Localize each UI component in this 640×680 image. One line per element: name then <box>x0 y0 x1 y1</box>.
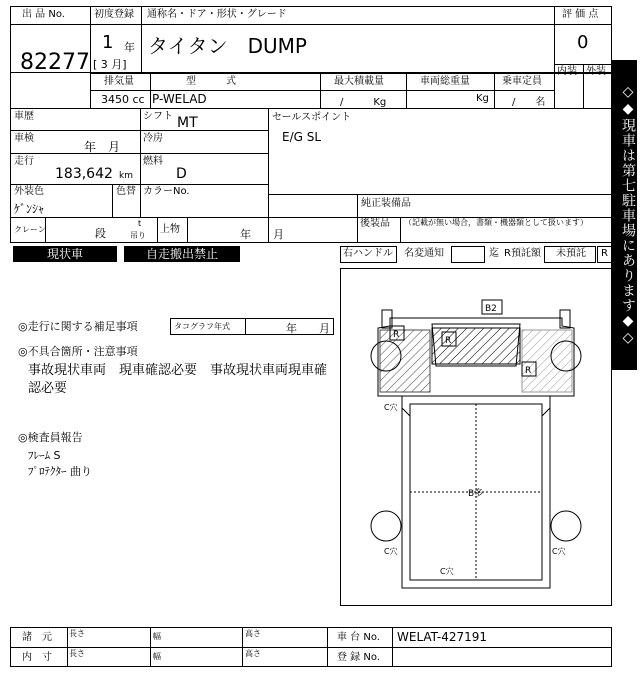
shift-label: シフト <box>143 111 173 122</box>
inspector-line-1: ﾌﾚｰﾑ S <box>28 449 61 462</box>
interior-score-label: 内装 <box>557 66 577 77</box>
specs-width-label: 幅 <box>153 632 161 641</box>
interior-length-label: 長さ <box>69 649 85 658</box>
upper-value: 年 月 <box>240 228 284 241</box>
rhd-label: 右ハンドル <box>343 248 393 259</box>
b-many-mark: B多 <box>468 489 484 499</box>
chassis-label: 車 台 No. <box>337 632 380 643</box>
specs-length-label: 長さ <box>69 629 85 638</box>
r-mark-left: R <box>393 330 400 340</box>
upper-label: 上物 <box>160 224 180 235</box>
c-hole-mark-rear-left: C穴 <box>384 547 398 556</box>
crane-label: クレーン <box>14 225 46 234</box>
mileage-value: 183,642 <box>55 166 113 182</box>
displacement-value: 3450 cc <box>101 93 145 106</box>
history-label: 車歴 <box>14 111 34 122</box>
defects-text: 事故現状車両 現車確認必要 事故現状車両現車確認必要 <box>28 363 328 396</box>
ext-color-label: 外装色 <box>14 186 44 197</box>
ext-color-value: ｹﾞﾝｼｬ <box>14 202 45 216</box>
name-change-box <box>451 246 485 263</box>
gross-weight-unit: Kg <box>476 93 489 104</box>
inspector-label: ◎検査員報告 <box>18 431 83 444</box>
driving-notes-label: ◎走行に関する補足事項 <box>18 320 138 333</box>
model-label: 型 式 <box>186 76 236 87</box>
lot-label: 出 品 No. <box>22 9 65 20</box>
crane-ton-top: t <box>138 219 142 228</box>
interior-height-label: 高さ <box>245 649 261 658</box>
crane-stage: 段 <box>95 227 106 240</box>
max-load-unit: / Kg <box>340 97 387 108</box>
r-mark-right: R <box>525 366 532 376</box>
aftermarket-note: （記載が無い場合，書類・機器類として扱います） <box>404 218 588 227</box>
r-mark-center: R <box>445 336 452 346</box>
first-reg-month: [ 3 月] <box>93 58 127 71</box>
inspector-line-2: ﾌﾟﾛﾃｸﾀｰ 曲り <box>28 465 92 478</box>
as-is-badge: 現状車 <box>13 246 117 262</box>
c-hole-mark-upper: C穴 <box>384 403 398 412</box>
inspection-label: 車検 <box>14 133 34 144</box>
shift-value: MT <box>177 115 198 131</box>
c-hole-mark-rear: C穴 <box>440 567 454 576</box>
r-deposit-label: R預託額 <box>504 248 541 259</box>
b2-mark: B2 <box>485 304 497 314</box>
name-label: 通称名・ドア・形状・グレード <box>147 9 287 20</box>
car-name: タイタン DUMP <box>148 34 307 58</box>
color-change-label: 色替 <box>116 186 136 197</box>
gross-weight-label: 車両総重量 <box>420 76 470 87</box>
first-reg-year: 1 <box>102 32 114 53</box>
parking-location-banner: ◇◆現車は第七駐車場にあります◆◇ <box>611 60 637 370</box>
lot-number: 82277 <box>20 50 90 75</box>
c-hole-mark-rear-right: C穴 <box>552 547 566 556</box>
fuel-value: D <box>176 166 187 182</box>
sales-point-label: セールスポイント <box>272 112 352 123</box>
r-unpaid-label: 未預託 <box>556 248 586 259</box>
capacity-unit: / 名 <box>512 97 546 108</box>
name-change-label: 名変通知 <box>404 248 444 259</box>
footer-interior-label: 内 寸 <box>22 652 52 663</box>
fuel-label: 燃料 <box>143 156 163 167</box>
chassis-value: WELAT-427191 <box>397 630 488 644</box>
model-value: P-WELAD <box>152 92 207 106</box>
max-load-label: 最大積載量 <box>334 76 384 87</box>
self-exit-banned-badge: 自走搬出禁止 <box>124 246 240 262</box>
registration-label: 登 録 No. <box>337 652 380 663</box>
score-label: 評 価 点 <box>562 9 599 20</box>
tachograph-value: 年 月 <box>286 322 330 335</box>
inspection-value: 年 月 <box>84 140 121 154</box>
until-label: 迄 <box>489 248 499 259</box>
genuine-equipment-label: 純正装備品 <box>361 198 411 209</box>
mileage-label: 走行 <box>14 156 34 167</box>
defects-label: ◎不具合箇所・注意事項 <box>18 345 138 358</box>
exterior-score-label: 外装 <box>586 66 606 77</box>
displacement-label: 排気量 <box>104 76 134 87</box>
truck-damage-diagram <box>340 268 612 606</box>
sales-point-value: E/G SL <box>282 130 322 144</box>
capacity-label: 乗車定員 <box>502 76 542 87</box>
first-reg-year-unit: 年 <box>124 41 135 54</box>
color-code-label: カラーNo. <box>143 186 190 197</box>
footer-specs-label: 諸 元 <box>22 632 52 643</box>
aftermarket-label: 後装品 <box>360 218 390 229</box>
r-mark: R <box>601 248 608 259</box>
mileage-unit: km <box>119 171 133 181</box>
tachograph-label: タコグラフ年式 <box>174 322 230 331</box>
score-value: 0 <box>577 32 589 53</box>
ac-label: 冷房 <box>143 133 163 144</box>
first-reg-label: 初度登録 <box>94 9 134 20</box>
interior-width-label: 幅 <box>153 652 161 661</box>
crane-ton-bottom: 吊り <box>130 231 146 240</box>
specs-height-label: 高さ <box>245 629 261 638</box>
